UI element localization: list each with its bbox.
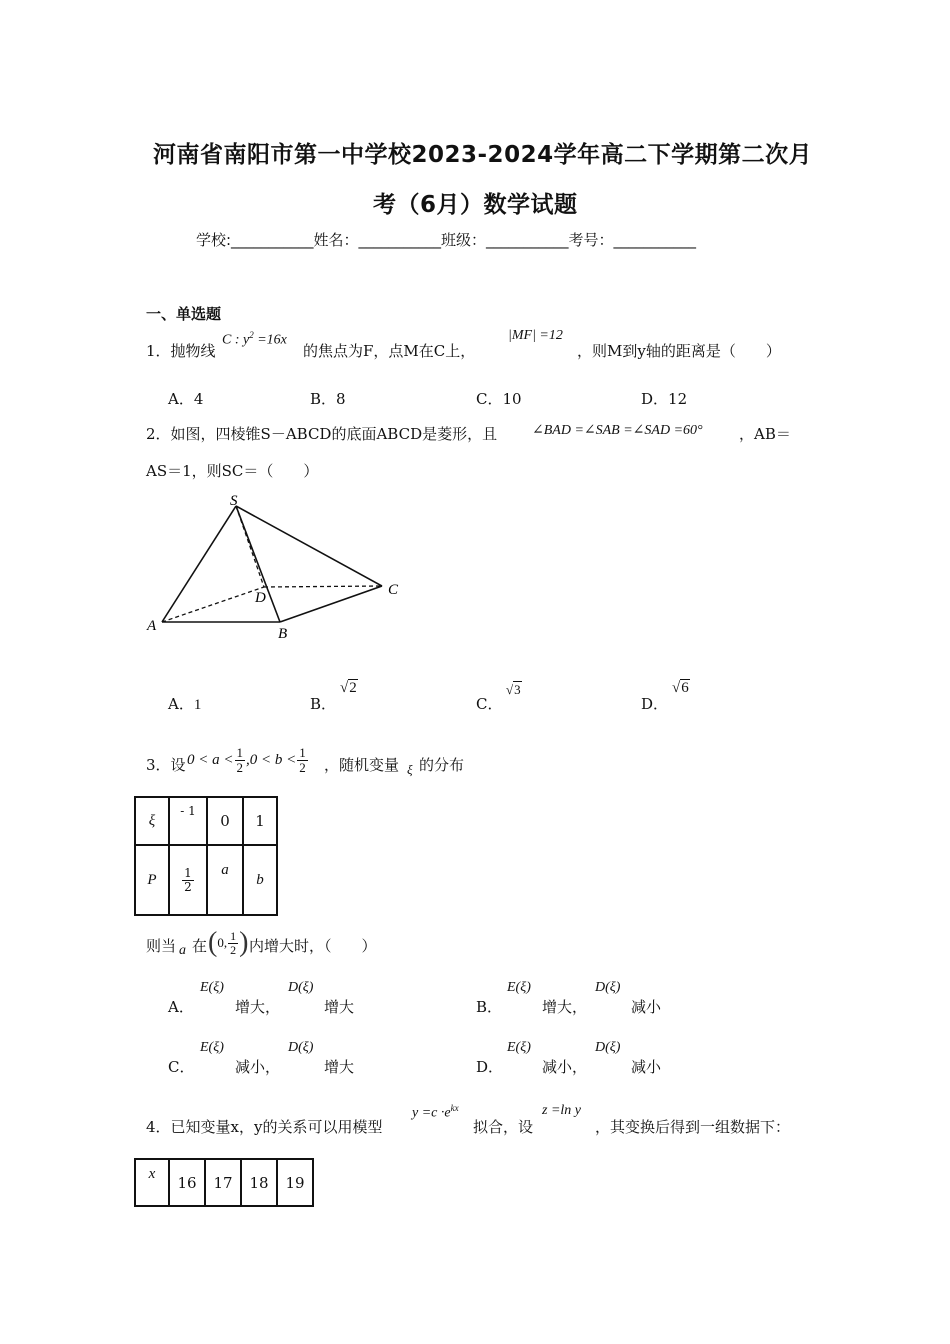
q3-condition-middle: 在 xyxy=(192,937,208,955)
edge-ad-hidden xyxy=(162,587,264,622)
page-title-line1: 河南省南阳市第一中学校2023-2024学年高二下学期第二次月 xyxy=(153,142,813,168)
table-cell: 1 xyxy=(243,797,277,845)
q3-option-d-e: E(ξ) xyxy=(507,1040,531,1055)
q3-option-a-d: D(ξ) xyxy=(288,980,314,995)
q3-stem-middle: ，随机变量 xyxy=(324,756,400,774)
vertex-label-b: B xyxy=(278,626,288,642)
table-row xyxy=(135,797,277,845)
q3-condition-formula: 0 < a < $\frac{1}{2}$ ,0 < b < $\frac{1}{2}$ xyxy=(187,744,306,775)
table-cell: b xyxy=(243,845,277,915)
edge-bc xyxy=(280,586,382,622)
q1-option-c[interactable]: C．10 xyxy=(476,390,522,408)
q2-pyramid-figure xyxy=(140,488,420,648)
q2-option-d-label[interactable]: D． xyxy=(641,695,669,713)
table-cell: 0 xyxy=(207,797,243,845)
table-cell: - 1 xyxy=(169,797,207,845)
q3-xi-symbol: ξ xyxy=(407,762,413,777)
q4-model-formula: $y =c \cdot e^{kx}$ xyxy=(412,1103,459,1121)
q4-stem-middle: 拟合，设 xyxy=(473,1118,534,1136)
table-cell: 19 xyxy=(277,1159,313,1206)
q4-stem-start: 4．已知变量x，y的关系可以用模型 xyxy=(146,1118,383,1136)
q1-formula-mf: |MF| =12 xyxy=(508,328,563,343)
q1-stem-middle: 的焦点为F，点M在C上， xyxy=(303,342,476,360)
q3-option-c-t1: 减小， xyxy=(235,1058,281,1076)
q3-option-b-t2: 减小 xyxy=(631,998,662,1016)
table-cell: 16 xyxy=(169,1159,205,1206)
vertex-label-a: A xyxy=(147,618,157,634)
student-info-line: 学校:___________姓名：___________班级：___________考号：___________ xyxy=(196,231,697,249)
q3-option-b-label[interactable]: B． xyxy=(476,998,503,1016)
q3-stem-start: 3．设 xyxy=(146,756,186,774)
q3-condition-start: 则当 xyxy=(146,937,177,955)
q1-option-a[interactable]: A．4 xyxy=(168,390,204,408)
q3-option-a-label[interactable]: A． xyxy=(168,998,194,1016)
vertex-label-c: C xyxy=(388,582,399,598)
q2-option-b-value: √2 xyxy=(340,680,357,696)
q3-interval: ( 0, $\frac{1}{2}$ ) xyxy=(208,927,249,958)
q3-option-b-e: E(ξ) xyxy=(507,980,531,995)
q3-option-c-t2: 增大 xyxy=(324,1058,355,1076)
table-row xyxy=(135,1159,313,1206)
q1-stem-end: ，则M到y轴的距离是（ ） xyxy=(577,342,781,360)
q3-option-a-e: E(ξ) xyxy=(200,980,224,995)
section-heading-single-choice: 一、单选题 xyxy=(146,305,222,323)
q2-formula-angles: ∠BAD =∠SAB =∠SAD =60° xyxy=(532,423,703,438)
q2-option-c-label[interactable]: C． xyxy=(476,695,503,713)
q1-option-b[interactable]: B．8 xyxy=(310,390,346,408)
table-cell: a xyxy=(207,845,243,915)
table-cell: 17 xyxy=(205,1159,241,1206)
table-cell: P xyxy=(135,845,169,915)
q2-option-d-value: √6 xyxy=(672,680,689,696)
q3-option-a-t2: 增大 xyxy=(324,998,355,1016)
edge-sa xyxy=(162,506,236,622)
q3-option-c-d: D(ξ) xyxy=(288,1040,314,1055)
q3-option-a-t1: 增大， xyxy=(235,998,281,1016)
table-row xyxy=(135,845,277,915)
page-title-line2: 考（6月）数学试题 xyxy=(373,192,578,218)
q1-formula-parabola: C : $y^2 =16x$ xyxy=(222,330,287,348)
q3-option-d-t2: 减小 xyxy=(631,1058,662,1076)
vertex-label-d: D xyxy=(255,590,266,606)
table-cell: 18 xyxy=(241,1159,277,1206)
q3-option-d-label[interactable]: D． xyxy=(476,1058,504,1076)
q3-option-d-d: D(ξ) xyxy=(595,1040,621,1055)
q1-option-d[interactable]: D．12 xyxy=(641,390,688,408)
q2-stem-end: AS＝1，则SC＝（ ） xyxy=(146,462,319,480)
q3-option-d-t1: 减小， xyxy=(542,1058,588,1076)
q2-stem-start: 2．如图，四棱锥S－ABCD的底面ABCD是菱形，且 xyxy=(146,425,498,443)
table-cell: x xyxy=(135,1159,169,1206)
q2-option-c-value: √3 xyxy=(506,682,521,697)
q3-stem-end: 的分布 xyxy=(419,756,465,774)
q3-option-c-e: E(ξ) xyxy=(200,1040,224,1055)
q3-condition-var: a xyxy=(179,943,186,958)
edge-sc xyxy=(236,506,382,586)
q3-option-b-t1: 增大， xyxy=(542,998,588,1016)
q2-stem-middle: ，AB＝ xyxy=(739,425,791,443)
q3-option-b-d: D(ξ) xyxy=(595,980,621,995)
table-cell: ξ xyxy=(135,797,169,845)
q4-data-table xyxy=(134,1158,314,1207)
q3-option-c-label[interactable]: C． xyxy=(168,1058,195,1076)
vertex-label-s: S xyxy=(230,493,238,509)
q2-option-a[interactable]: A．1 xyxy=(168,695,202,713)
q4-transform-formula: z =ln y xyxy=(542,1103,581,1118)
q3-distribution-table xyxy=(134,796,278,916)
q3-condition-end: 内增大时，（ ） xyxy=(249,937,377,955)
q4-stem-end: ，其变换后得到一组数据下： xyxy=(595,1118,791,1136)
q2-option-b-label[interactable]: B． xyxy=(310,695,337,713)
q1-stem-start: 1．抛物线 xyxy=(146,342,216,360)
table-cell-half: $\frac{1}{2}$ xyxy=(169,845,207,915)
edge-dc-hidden xyxy=(264,586,382,587)
